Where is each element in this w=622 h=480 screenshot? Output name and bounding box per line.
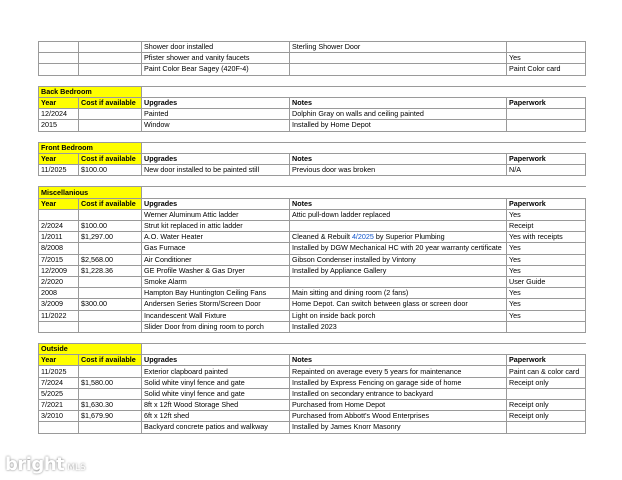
notes-cell bbox=[290, 221, 507, 232]
year-cell: 2/2024 bbox=[39, 221, 79, 232]
header-upgrades: Upgrades bbox=[142, 355, 290, 366]
cost-cell bbox=[79, 109, 142, 120]
header-paperwork: Paperwork bbox=[507, 153, 586, 164]
header-notes: Notes bbox=[290, 97, 507, 108]
upgrade-cell: 8ft x 12ft Wood Storage Shed bbox=[142, 400, 290, 411]
table-row bbox=[39, 377, 586, 388]
paperwork-cell: Yes bbox=[507, 265, 586, 276]
header-year: Year bbox=[39, 153, 79, 164]
cost-cell: $1,630.30 bbox=[79, 400, 142, 411]
table-row bbox=[39, 288, 586, 299]
upgrade-cell: Shower door installed bbox=[142, 42, 290, 53]
watermark-brand: bright bbox=[5, 454, 65, 475]
paperwork-cell: Yes bbox=[507, 243, 586, 254]
notes-cell: Repainted on average every 5 years for maintenance bbox=[290, 366, 507, 377]
spacer-row bbox=[39, 75, 586, 86]
notes-text: Cleaned & Rebuilt bbox=[292, 232, 352, 242]
cost-cell bbox=[79, 243, 142, 254]
cost-cell: $300.00 bbox=[79, 299, 142, 310]
spacer-row bbox=[39, 332, 586, 343]
notes-cell: Light on inside back porch bbox=[290, 310, 507, 321]
header-cost: Cost if available bbox=[79, 355, 142, 366]
year-cell: 3/2009 bbox=[39, 299, 79, 310]
paperwork-cell: Yes with receipts bbox=[507, 232, 586, 243]
year-cell bbox=[39, 422, 79, 433]
column-header-row bbox=[39, 97, 586, 108]
paperwork-cell: Receipt only bbox=[507, 411, 586, 422]
header-notes: Notes bbox=[290, 355, 507, 366]
paperwork-cell: Yes bbox=[507, 254, 586, 265]
table-row bbox=[39, 243, 586, 254]
table-row bbox=[39, 422, 586, 433]
cost-cell bbox=[79, 321, 142, 332]
notes-cell: Sterling Shower Door bbox=[290, 42, 507, 53]
header-notes: Notes bbox=[290, 153, 507, 164]
upgrade-cell: Hampton Bay Huntington Ceiling Fans bbox=[142, 288, 290, 299]
header-cost: Cost if available bbox=[79, 153, 142, 164]
header-paperwork: Paperwork bbox=[507, 355, 586, 366]
year-cell: 3/2010 bbox=[39, 411, 79, 422]
upgrades-spreadsheet bbox=[38, 41, 586, 434]
upgrade-cell: Backyard concrete patios and walkway bbox=[142, 422, 290, 433]
notes-cell bbox=[290, 276, 507, 287]
upgrade-cell: Smoke Alarm bbox=[142, 276, 290, 287]
paperwork-cell: N/A bbox=[507, 165, 586, 176]
table-row bbox=[39, 165, 586, 176]
year-cell bbox=[39, 53, 79, 64]
upgrade-cell: 6ft x 12ft shed bbox=[142, 411, 290, 422]
notes-cell bbox=[290, 64, 507, 75]
section-title-row bbox=[39, 86, 586, 97]
paperwork-cell: User Guide bbox=[507, 276, 586, 287]
paperwork-cell: Receipt bbox=[507, 221, 586, 232]
section-title-row bbox=[39, 187, 586, 198]
cost-cell: $1,679.90 bbox=[79, 411, 142, 422]
header-upgrades: Upgrades bbox=[142, 198, 290, 209]
upgrade-cell: New door installed to be painted still bbox=[142, 165, 290, 176]
upgrade-cell: Window bbox=[142, 120, 290, 131]
cost-cell bbox=[79, 366, 142, 377]
table-row bbox=[39, 42, 586, 53]
cost-cell bbox=[79, 64, 142, 75]
notes-cell: Installed on secondary entrance to backyard bbox=[290, 388, 507, 399]
paperwork-cell: Yes bbox=[507, 299, 586, 310]
column-header-row bbox=[39, 198, 586, 209]
section-title-row bbox=[39, 344, 586, 355]
year-cell bbox=[39, 321, 79, 332]
upgrade-cell: Strut kit replaced in attic ladder bbox=[142, 221, 290, 232]
cost-cell: $1,297.00 bbox=[79, 232, 142, 243]
year-cell: 2/2020 bbox=[39, 276, 79, 287]
paperwork-cell bbox=[507, 321, 586, 332]
cost-cell bbox=[79, 288, 142, 299]
section-title: Outside bbox=[39, 344, 142, 355]
notes-cell: Purchased from Abbott's Wood Enterprises bbox=[290, 411, 507, 422]
year-cell: 7/2015 bbox=[39, 254, 79, 265]
paperwork-cell: Paint can & color card bbox=[507, 366, 586, 377]
upgrade-cell: Paint Color Bear Sagey (420F-4) bbox=[142, 64, 290, 75]
table-row bbox=[39, 400, 586, 411]
notes-text: by Superior Plumbing bbox=[373, 232, 445, 242]
column-header-row bbox=[39, 355, 586, 366]
cost-cell bbox=[79, 310, 142, 321]
brightmls-watermark bbox=[5, 454, 86, 475]
paperwork-cell: Yes bbox=[507, 288, 586, 299]
table-row bbox=[39, 299, 586, 310]
table-row bbox=[39, 120, 586, 131]
upgrade-cell: Air Conditioner bbox=[142, 254, 290, 265]
cost-cell bbox=[79, 53, 142, 64]
header-paperwork: Paperwork bbox=[507, 198, 586, 209]
watermark-suffix: MLS bbox=[67, 463, 86, 473]
cost-cell: $1,580.00 bbox=[79, 377, 142, 388]
section-title: Miscellanious bbox=[39, 187, 142, 198]
year-cell: 12/2009 bbox=[39, 265, 79, 276]
table-row bbox=[39, 276, 586, 287]
date-link[interactable]: 4/2025 bbox=[351, 232, 374, 242]
upgrade-cell: Werner Aluminum Attic ladder bbox=[142, 209, 290, 220]
notes-cell: Home Depot. Can switch between glass or screen door bbox=[290, 299, 507, 310]
header-cost: Cost if available bbox=[79, 198, 142, 209]
paperwork-cell: Yes bbox=[507, 209, 586, 220]
spacer-row bbox=[39, 131, 586, 142]
paperwork-cell: Paint Color card bbox=[507, 64, 586, 75]
table-row bbox=[39, 310, 586, 321]
cost-cell: $2,568.00 bbox=[79, 254, 142, 265]
table-row bbox=[39, 411, 586, 422]
notes-cell: Main sitting and dining room (2 fans) bbox=[290, 288, 507, 299]
notes-cell: Installed 2023 bbox=[290, 321, 507, 332]
paperwork-cell: Receipt only bbox=[507, 400, 586, 411]
cost-cell bbox=[79, 276, 142, 287]
table-row bbox=[39, 109, 586, 120]
year-cell: 11/2022 bbox=[39, 310, 79, 321]
table-row bbox=[39, 53, 586, 64]
notes-cell: Installed by James Knorr Masonry bbox=[290, 422, 507, 433]
paperwork-cell bbox=[507, 120, 586, 131]
header-cost: Cost if available bbox=[79, 97, 142, 108]
upgrade-cell: A.O. Water Heater bbox=[142, 232, 290, 243]
header-year: Year bbox=[39, 97, 79, 108]
year-cell: 8/2008 bbox=[39, 243, 79, 254]
notes-cell: Installed by DGW Mechanical HC with 20 year warranty certificate bbox=[290, 243, 507, 254]
notes-cell: Gibson Condenser installed by Vintony bbox=[290, 254, 507, 265]
notes-cell: Purchased from Home Depot bbox=[290, 400, 507, 411]
year-cell bbox=[39, 64, 79, 75]
notes-cell: Dolphin Gray on walls and ceiling painted bbox=[290, 109, 507, 120]
table-row bbox=[39, 64, 586, 75]
year-cell: 2008 bbox=[39, 288, 79, 299]
table-row bbox=[39, 388, 586, 399]
year-cell: 7/2024 bbox=[39, 377, 79, 388]
paperwork-cell: Yes bbox=[507, 310, 586, 321]
year-cell: 5/2025 bbox=[39, 388, 79, 399]
upgrade-cell: Slider Door from dining room to porch bbox=[142, 321, 290, 332]
paperwork-cell: Receipt only bbox=[507, 377, 586, 388]
paperwork-cell bbox=[507, 388, 586, 399]
notes-cell: Attic pull-down ladder replaced bbox=[290, 209, 507, 220]
table-row bbox=[39, 221, 586, 232]
table-row bbox=[39, 209, 586, 220]
paperwork-cell bbox=[507, 422, 586, 433]
year-cell: 11/2025 bbox=[39, 366, 79, 377]
cost-cell: $1,228.36 bbox=[79, 265, 142, 276]
section-title-row bbox=[39, 142, 586, 153]
section-title: Front Bedroom bbox=[39, 142, 142, 153]
table-row bbox=[39, 254, 586, 265]
header-paperwork: Paperwork bbox=[507, 97, 586, 108]
year-cell bbox=[39, 42, 79, 53]
header-year: Year bbox=[39, 198, 79, 209]
column-header-row bbox=[39, 153, 586, 164]
cost-cell: $100.00 bbox=[79, 165, 142, 176]
year-cell: 7/2021 bbox=[39, 400, 79, 411]
table-row bbox=[39, 321, 586, 332]
paperwork-cell bbox=[507, 109, 586, 120]
cost-cell bbox=[79, 209, 142, 220]
spacer-row bbox=[39, 176, 586, 187]
notes-cell: Installed by Home Depot bbox=[290, 120, 507, 131]
header-notes: Notes bbox=[290, 198, 507, 209]
year-cell bbox=[39, 209, 79, 220]
year-cell: 2015 bbox=[39, 120, 79, 131]
year-cell: 1/2011 bbox=[39, 232, 79, 243]
notes-cell bbox=[290, 232, 507, 243]
upgrade-cell: Solid white vinyl fence and gate bbox=[142, 377, 290, 388]
upgrade-cell: Pfister shower and vanity faucets bbox=[142, 53, 290, 64]
year-cell: 11/2025 bbox=[39, 165, 79, 176]
cost-cell bbox=[79, 42, 142, 53]
upgrade-cell: Andersen Series Storm/Screen Door bbox=[142, 299, 290, 310]
cost-cell bbox=[79, 422, 142, 433]
section-title: Back Bedroom bbox=[39, 86, 142, 97]
table-row bbox=[39, 232, 586, 243]
upgrade-cell: Painted bbox=[142, 109, 290, 120]
table-row bbox=[39, 366, 586, 377]
cost-cell bbox=[79, 120, 142, 131]
upgrade-cell: Incandescent Wall Fixture bbox=[142, 310, 290, 321]
notes-cell bbox=[290, 53, 507, 64]
cost-cell: $100.00 bbox=[79, 221, 142, 232]
upgrade-cell: GE Profile Washer & Gas Dryer bbox=[142, 265, 290, 276]
upgrade-cell: Gas Furnace bbox=[142, 243, 290, 254]
upgrade-cell: Solid white vinyl fence and gate bbox=[142, 388, 290, 399]
notes-cell: Installed by Appliance Gallery bbox=[290, 265, 507, 276]
header-upgrades: Upgrades bbox=[142, 153, 290, 164]
header-upgrades: Upgrades bbox=[142, 97, 290, 108]
notes-cell: Installed by Express Fencing on garage side of home bbox=[290, 377, 507, 388]
year-cell: 12/2024 bbox=[39, 109, 79, 120]
header-year: Year bbox=[39, 355, 79, 366]
upgrade-cell: Exterior clapboard painted bbox=[142, 366, 290, 377]
paperwork-cell bbox=[507, 42, 586, 53]
cost-cell bbox=[79, 388, 142, 399]
table-row bbox=[39, 265, 586, 276]
paperwork-cell: Yes bbox=[507, 53, 586, 64]
notes-cell: Previous door was broken bbox=[290, 165, 507, 176]
